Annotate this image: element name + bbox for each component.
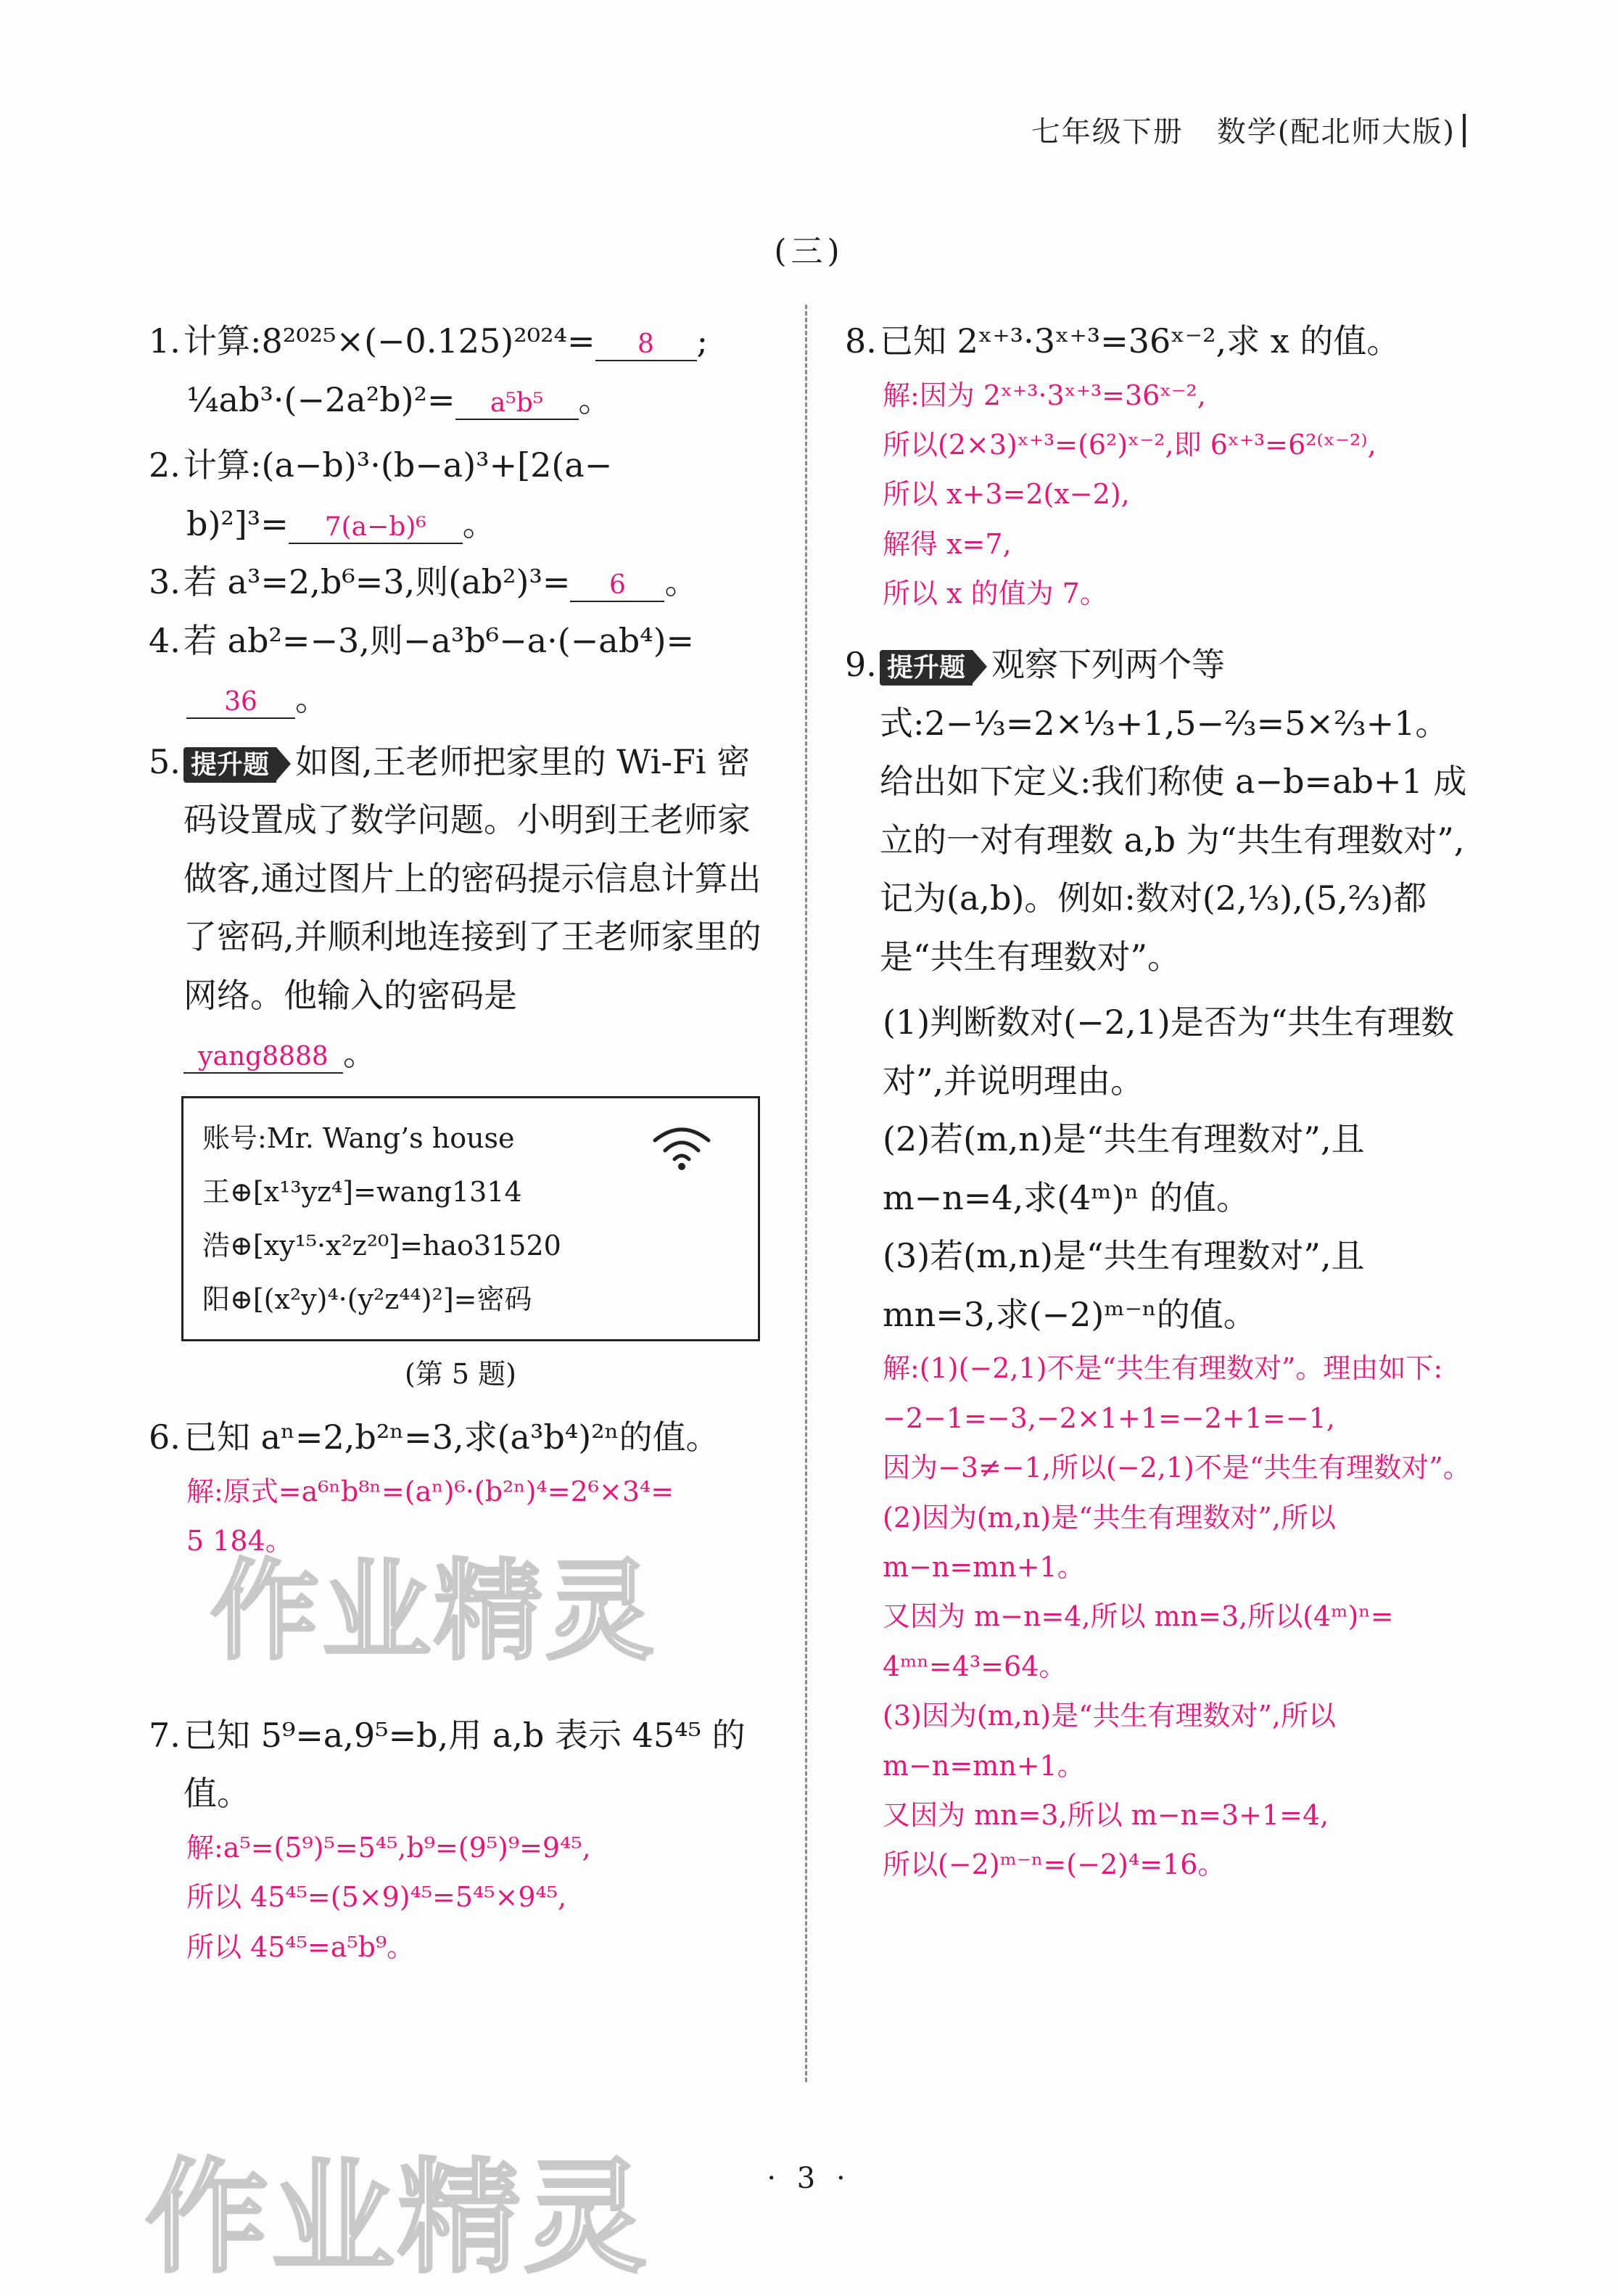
solution-line: (2)因为(m,n)是“共生有理数对”,所以 — [883, 1501, 1336, 1534]
solution-line: 所以 45⁴⁵=(5×9)⁴⁵=5⁴⁵×9⁴⁵, — [186, 1881, 567, 1914]
punctuation: 。 — [343, 1034, 376, 1073]
watermark: 作业精灵 — [210, 1549, 658, 1675]
answer-blank: a⁵b⁵ — [455, 387, 579, 420]
page-number: · 3 · — [767, 2162, 851, 2195]
solution-line: 又因为 mn=3,所以 m−n=3+1=4, — [883, 1798, 1329, 1831]
question-1 — [149, 312, 772, 371]
card-line-wang: 王⊕[x¹³yz⁴]=wang1314 — [202, 1175, 522, 1208]
question-2 — [149, 436, 772, 495]
question-text: 若 a³=2,b⁶=3,则(ab²)³= — [183, 562, 571, 601]
sub-question-2: (2)若(m,n)是“共生有理数对”,且 m−n=4,求(4ᵐ)ⁿ 的值。 — [883, 1119, 1365, 1217]
question-4-b — [149, 670, 772, 728]
solution-line: 又因为 m−n=4,所以 mn=3,所以(4ᵐ)ⁿ= — [883, 1600, 1394, 1633]
question-number: 3. — [149, 562, 181, 601]
solution-9 — [845, 1344, 1476, 1889]
question-text: 已知 5⁹=a,9⁵=b,用 a,b 表示 45⁴⁵ 的值。 — [183, 1715, 746, 1814]
question-text: 已知 2ˣ⁺³·3ˣ⁺³=36ˣ⁻²,求 x 的值。 — [880, 321, 1400, 361]
header-grade: 七年级下册 — [1031, 115, 1184, 149]
sub-question-3: (3)若(m,n)是“共生有理数对”,且 mn=3,求(−2)ᵐ⁻ⁿ的值。 — [883, 1236, 1365, 1334]
answer-blank: 6 — [570, 569, 664, 602]
solution-line: 所以(2×3)ˣ⁺³=(6²)ˣ⁻²,即 6ˣ⁺³=6²⁽ˣ⁻²⁾, — [883, 428, 1376, 461]
solution-7 — [149, 1823, 772, 1972]
figure-caption: (第 5 题) — [405, 1357, 516, 1390]
solution-8 — [845, 371, 1476, 619]
wifi-password-card — [181, 1096, 760, 1341]
solution-line: m−n=mn+1。 — [883, 1551, 1085, 1584]
question-number: 2. — [149, 445, 181, 485]
question-4 — [149, 612, 772, 670]
question-text: 若 ab²=−3,则−a³b⁶−a·(−ab⁴)= — [183, 620, 695, 660]
question-3 — [149, 553, 772, 612]
question-text: ¼ab³·(−2a²b)²= — [186, 379, 455, 419]
advanced-badge: 提升题 — [880, 650, 973, 686]
question-5 — [149, 733, 772, 1399]
header-bar — [1463, 114, 1466, 147]
question-text: b)²]³= — [186, 503, 289, 543]
column-divider — [805, 305, 807, 2082]
question-text: 观察下列两个等式:2−⅓=2×⅓+1,5−⅔=5×⅔+1。给出如下定义:我们称使 a−b=ab+1 成立的一对有理数 a,b 为“共生有理数对”,记为(a,b)。例如:数对(2,⅓),(5,⅔)都是“共生有理数对”。 — [880, 645, 1467, 976]
question-number: 7. — [149, 1715, 181, 1755]
question-6 — [149, 1408, 772, 1467]
solution-line: 解:a⁵=(5⁹)⁵=5⁴⁵,b⁹=(9⁵)⁹=9⁴⁵, — [186, 1831, 591, 1864]
question-number: 5. — [149, 741, 181, 781]
answer-blank: 36 — [186, 686, 295, 719]
answer-blank: 7(a−b)⁶ — [289, 511, 463, 544]
question-9 — [845, 635, 1476, 1344]
solution-line: 所以 x 的值为 7。 — [883, 577, 1107, 610]
card-account-line: 账号:Mr. Wang’s house — [202, 1122, 515, 1154]
question-text: 计算:8²⁰²⁵×(−0.125)²⁰²⁴= — [183, 321, 595, 361]
sub-question-1: (1)判断数对(−2,1)是否为“共生有理数对”,并说明理由。 — [883, 1003, 1455, 1100]
solution-line: 因为−3≠−1,所以(−2,1)不是“共生有理数对”。 — [883, 1452, 1471, 1484]
question-number: 4. — [149, 620, 181, 660]
solution-line: 解得 x=7, — [883, 527, 1012, 560]
right-column — [845, 312, 1476, 1890]
question-text: 已知 aⁿ=2,b²ⁿ=3,求(a³b⁴)²ⁿ的值。 — [183, 1417, 719, 1457]
solution-line: −2−1=−3,−2×1+1=−2+1=−1, — [883, 1402, 1335, 1434]
punctuation: 。 — [664, 562, 698, 601]
solution-line: 解:(1)(−2,1)不是“共生有理数对”。理由如下: — [883, 1352, 1443, 1385]
solution-line: 所以 45⁴⁵=a⁵b⁹。 — [186, 1930, 415, 1963]
question-2-b — [149, 495, 772, 554]
question-number: 1. — [149, 321, 181, 361]
solution-line: 4ᵐⁿ=4³=64。 — [883, 1650, 1067, 1682]
question-7 — [149, 1706, 772, 1823]
solution-line: 所以(−2)ᵐ⁻ⁿ=(−2)⁴=16。 — [883, 1848, 1226, 1881]
header-subject: 数学(配北师大版) — [1216, 115, 1456, 149]
answer-blank: 8 — [595, 329, 697, 361]
answer-blank: yang8888 — [183, 1041, 343, 1074]
solution-line: 5 184。 — [186, 1525, 293, 1558]
question-number: 6. — [149, 1417, 181, 1457]
section-title: (三) — [774, 233, 844, 270]
punctuation: 。 — [295, 679, 329, 718]
punctuation: ; — [696, 321, 708, 361]
solution-line: 所以 x+3=2(x−2), — [883, 478, 1130, 511]
question-8 — [845, 312, 1476, 371]
question-number: 8. — [845, 321, 877, 361]
wifi-icon — [649, 1120, 714, 1171]
punctuation: 。 — [462, 503, 496, 543]
solution-line: 解:因为 2ˣ⁺³·3ˣ⁺³=36ˣ⁻², — [883, 379, 1206, 411]
page-header — [1031, 109, 1466, 150]
left-column — [149, 312, 772, 1972]
solution-line: 解:原式=a⁶ⁿb⁸ⁿ=(aⁿ)⁶·(b²ⁿ)⁴=2⁶×3⁴= — [186, 1475, 674, 1507]
question-number: 9. — [845, 645, 877, 685]
card-line-hao: 浩⊕[xy¹⁵·x²z²⁰]=hao31520 — [202, 1229, 561, 1262]
advanced-badge: 提升题 — [183, 747, 276, 783]
card-line-yang: 阳⊕[(x²y)⁴·(y²z⁴⁴)²]=密码 — [202, 1283, 532, 1315]
solution-line: m−n=mn+1。 — [883, 1749, 1085, 1782]
solution-line: (3)因为(m,n)是“共生有理数对”,所以 — [883, 1700, 1336, 1732]
punctuation: 。 — [578, 379, 612, 419]
question-text: 计算:(a−b)³·(b−a)³+[2(a− — [183, 445, 613, 485]
question-1-b — [149, 371, 772, 429]
question-text: 如图,王老师把家里的 Wi-Fi 密码设置成了数学问题。小明到王老师家做客,通过图片上的密码提示信息计算出了密码,并顺利地连接到了王老师家里的网络。他输入的密码是 — [183, 741, 761, 1015]
watermark: 作业精灵 — [145, 2147, 651, 2290]
